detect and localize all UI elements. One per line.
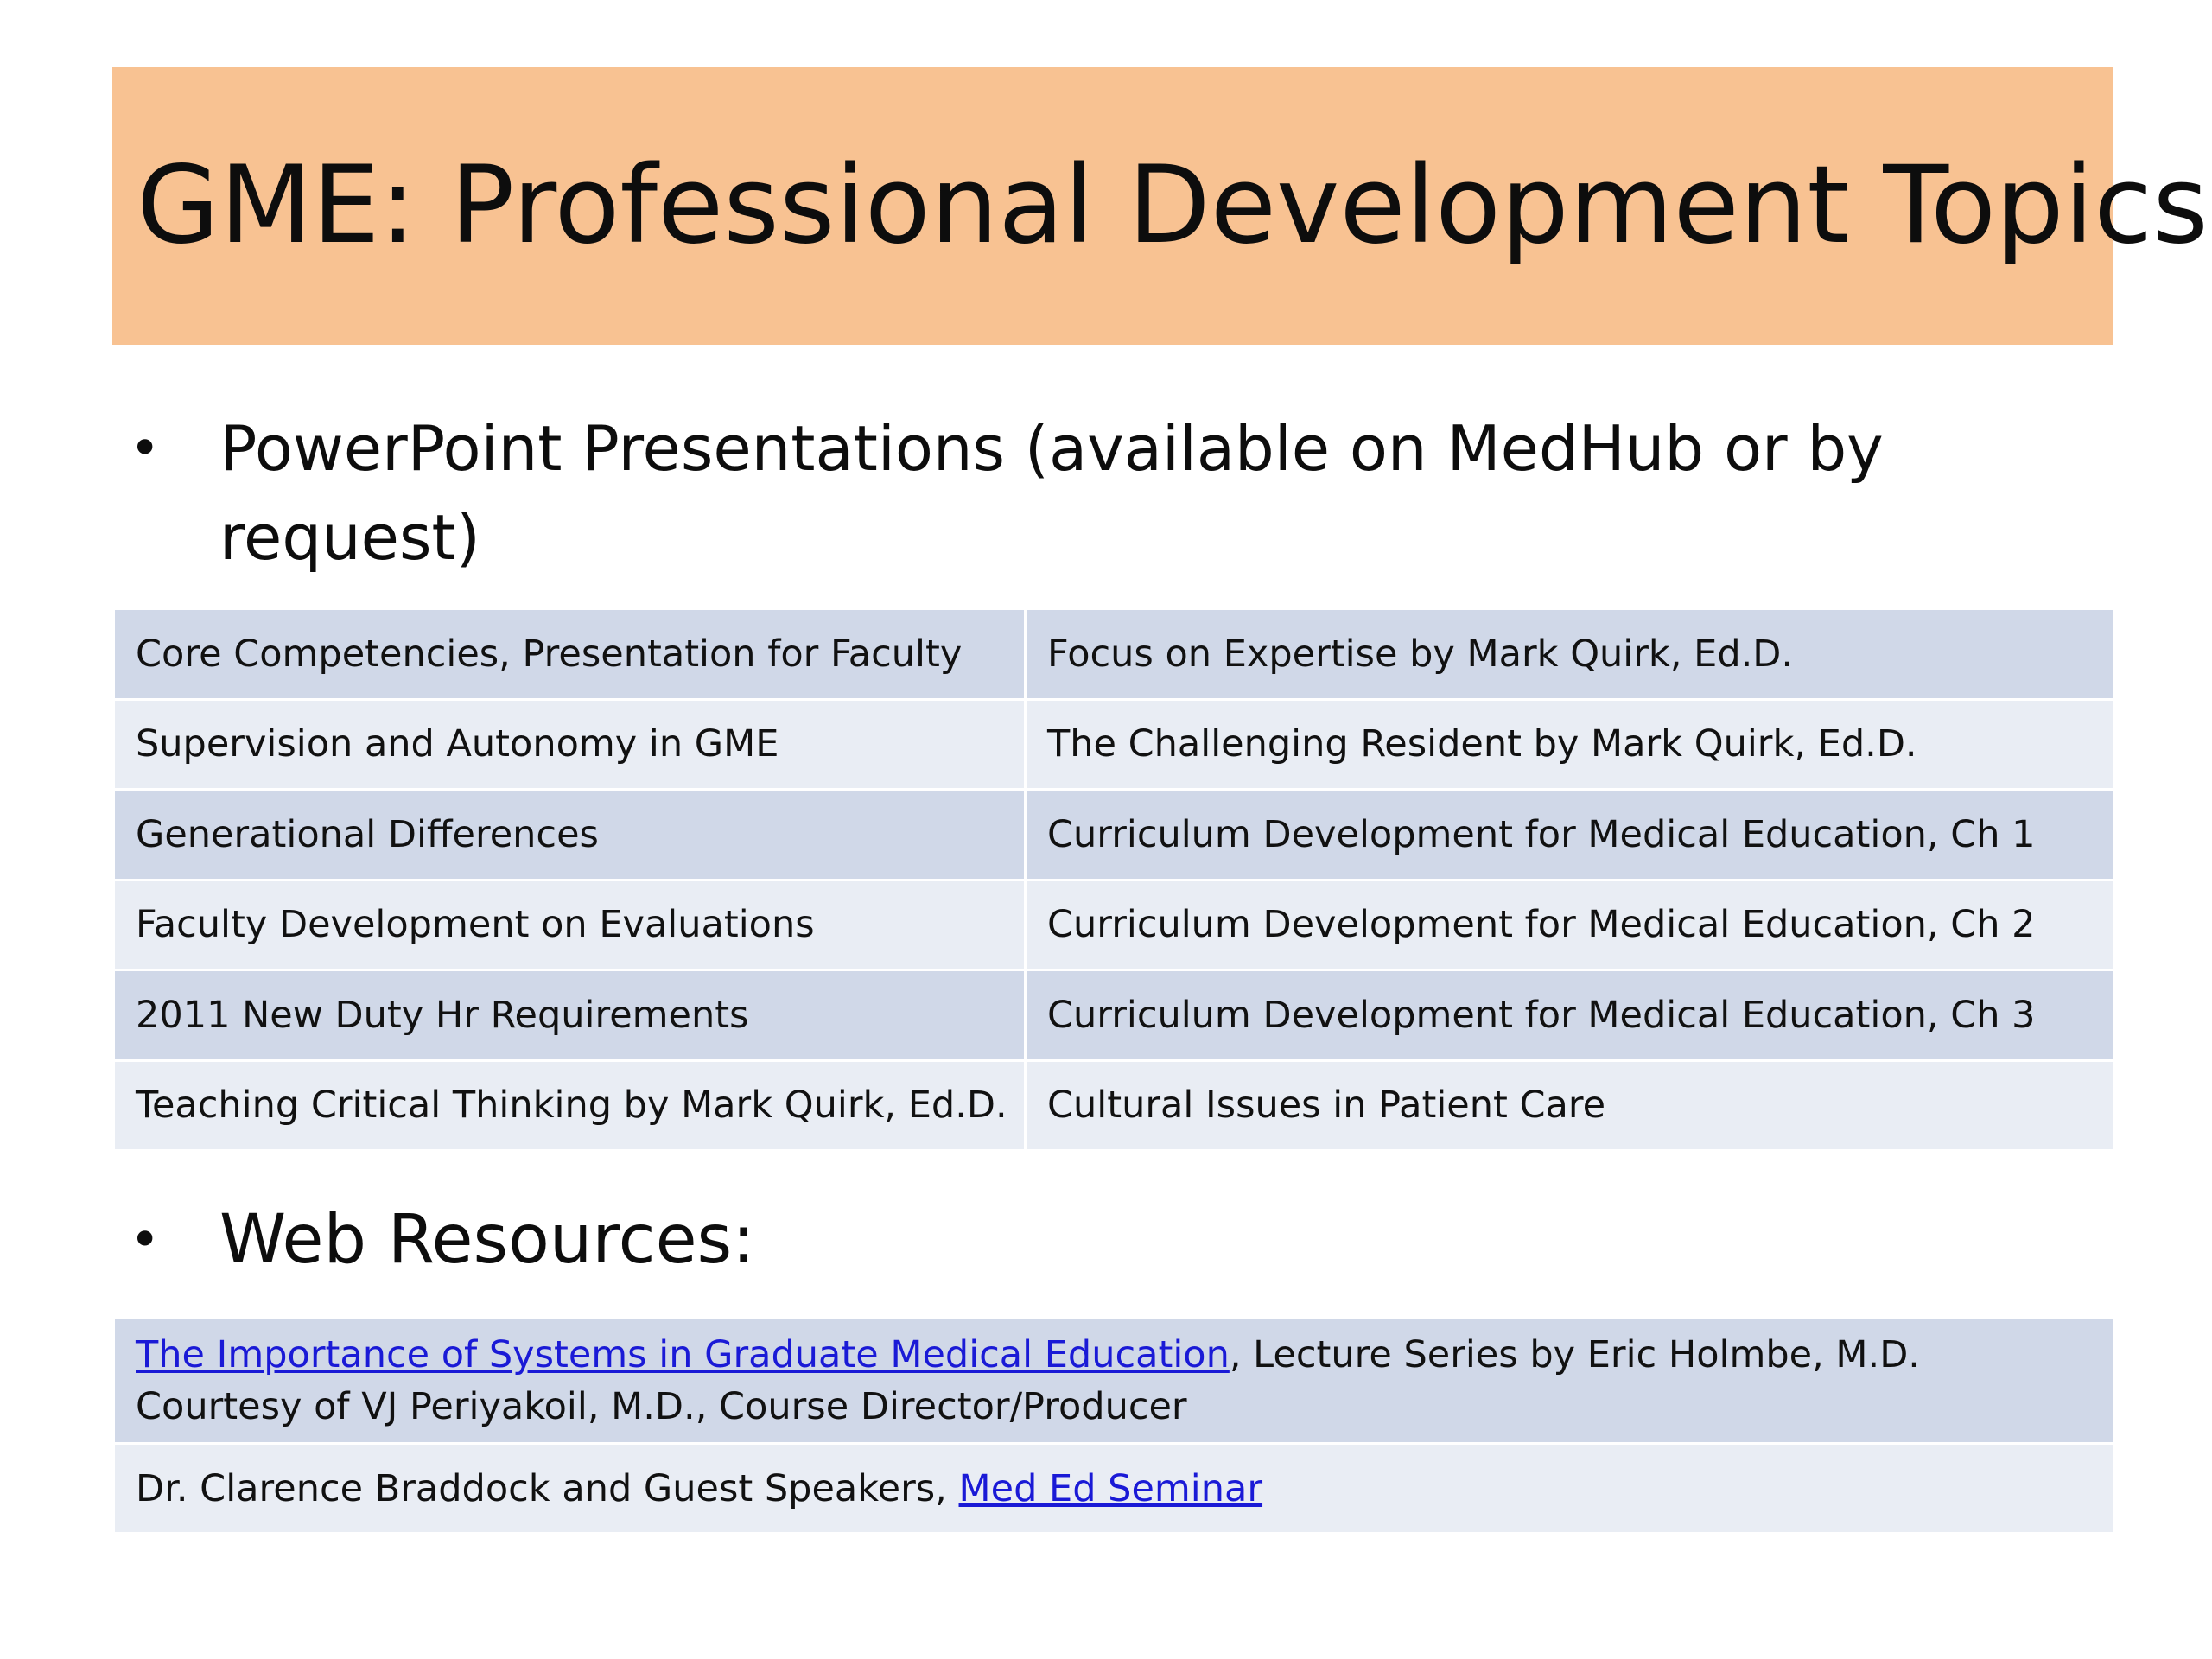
table-row — [114, 1319, 2115, 1444]
table-cell: Curriculum Development for Medical Education, Ch 2 — [1026, 880, 2115, 970]
table-cell: Curriculum Development for Medical Education, Ch 3 — [1026, 970, 2115, 1061]
table-row — [114, 1060, 2115, 1151]
table-cell: Curriculum Development for Medical Education, Ch 1 — [1026, 790, 2115, 880]
web-resource-description: , Lecture Series by Eric Holmbe, M.D. Courtesy of VJ Periyakoil, M.D., Course Director/Producer — [136, 1333, 1920, 1428]
slide-title: GME: Professional Development Topics — [137, 143, 2209, 268]
systems-in-gme-link[interactable]: The Importance of Systems in Graduate Medical Education — [136, 1333, 1230, 1376]
bullet-presentations-text: PowerPoint Presentations (available on MedHub or by request) — [219, 412, 1884, 574]
table-cell: Generational Differences — [114, 790, 1026, 880]
web-resource-cell — [114, 1444, 2115, 1534]
table-cell: Focus on Expertise by Mark Quirk, Ed.D. — [1026, 609, 2115, 700]
bullet-web-resources — [130, 1196, 2094, 1285]
bullet-marker: • — [130, 418, 161, 479]
table-row — [114, 699, 2115, 790]
table-cell: Supervision and Autonomy in GME — [114, 699, 1026, 790]
bullet-marker: • — [130, 1210, 161, 1270]
table-cell: Cultural Issues in Patient Care — [1026, 1060, 2115, 1151]
bullet-web-resources-text: Web Resources: — [219, 1201, 755, 1279]
table-cell: Core Competencies, Presentation for Faculty — [114, 609, 1026, 700]
med-ed-seminar-link[interactable]: Med Ed Seminar — [958, 1466, 1263, 1510]
presentations-table — [112, 607, 2116, 1152]
table-row — [114, 609, 2115, 700]
bullet-presentations — [130, 404, 2094, 582]
table-cell: Faculty Development on Evaluations — [114, 880, 1026, 970]
web-resources-table — [112, 1317, 2116, 1535]
table-cell: Teaching Critical Thinking by Mark Quirk, Ed.D. — [114, 1060, 1026, 1151]
table-row — [114, 970, 2115, 1061]
table-cell: 2011 New Duty Hr Requirements — [114, 970, 1026, 1061]
table-row — [114, 1444, 2115, 1534]
table-cell: The Challenging Resident by Mark Quirk, Ed.D. — [1026, 699, 2115, 790]
web-resource-description: Dr. Clarence Braddock and Guest Speakers, — [136, 1466, 959, 1510]
title-banner — [112, 67, 2209, 345]
table-row — [114, 880, 2115, 970]
table-row — [114, 790, 2115, 880]
web-resource-cell — [114, 1319, 2115, 1444]
